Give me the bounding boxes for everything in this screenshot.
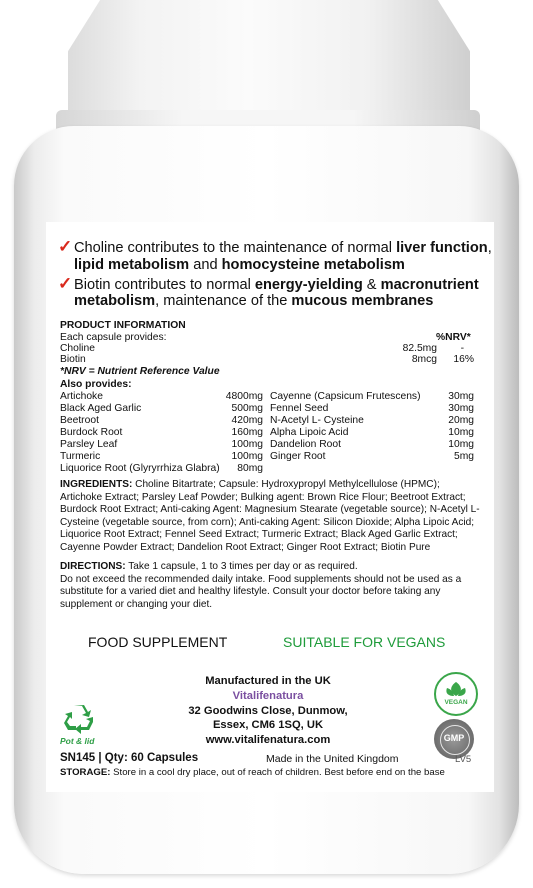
ingredients-block [60, 479, 480, 555]
ingredients-label: INGREDIENTS: [60, 479, 133, 490]
ingredient-name: Burdock Root [60, 427, 123, 438]
claim-line-3: ✓ Biotin contributes to normal energy-yielding & macronutrient [58, 274, 479, 293]
ingredient-amount: 4800mg [225, 391, 263, 402]
nutrient-name: Biotin [60, 354, 86, 365]
vegan-badge-text: VEGAN [444, 699, 468, 706]
claim-line-4: metabolism, maintenance of the mucous membranes [74, 293, 434, 309]
ingredient-amount: 10mg [448, 427, 474, 438]
claim-line-1: ✓ Choline contributes to the maintenance of normal liver function, [58, 237, 492, 256]
ingredient-amount: 30mg [448, 391, 474, 402]
storage-text: Store in a cool dry place, out of reach of children. Best before end on the base [110, 767, 445, 778]
nutrient-nrv: 16% [453, 354, 474, 365]
ingredient-name: Artichoke [60, 391, 103, 402]
brand-name: Vitalifenatura [232, 689, 304, 702]
directions-line: substitute for a varied diet and healthy lifestyle. Consult your doctor before taking any [60, 586, 441, 598]
gmp-seal-icon [434, 719, 474, 759]
check-icon: ✓ [58, 274, 73, 293]
address-line-2: Essex, CM6 1SQ, UK [212, 719, 324, 732]
ingredient-name: Parsley Leaf [60, 439, 118, 450]
vegan-leaf-icon [436, 674, 476, 714]
bottle-cap [68, 0, 470, 122]
ingredient-amount: 5mg [453, 451, 474, 462]
ingredient-amount: 100mg [231, 439, 263, 450]
address-line-1: 32 Goodwins Close, Dunmow, [188, 704, 348, 717]
directions-label: DIRECTIONS: [60, 561, 126, 572]
made-in-label: Made in the United Kingdom [266, 753, 399, 765]
ingredients-line: Artichoke Extract; Parsley Leaf Powder; Bulking agent: Brown Rice Flour; Beetroot Extract; [60, 491, 466, 503]
check-icon: ✓ [58, 237, 73, 256]
each-capsule-label: Each capsule provides: [60, 332, 167, 343]
directions-line: supplement or changing your diet. [60, 598, 213, 610]
ingredient-amount: 500mg [231, 403, 263, 414]
nutrient-name: Choline [60, 343, 95, 354]
ingredient-name: Fennel Seed [270, 403, 329, 414]
ingredients-line: Liquorice Root Extract; Fennel Seed Extract; Turmeric Extract; Black Aged Garlic Extract; [60, 529, 458, 541]
manufacturer-block [160, 674, 376, 748]
nrv-note: *NRV = Nutrient Reference Value [60, 366, 220, 377]
nutrient-amount: 8mcg [411, 354, 437, 365]
ingredients-line: Choline Bitartrate; Capsule: Hydroxypropyl Methylcellulose (HPMC); [132, 479, 440, 490]
gmp-badge-text: GMP [443, 733, 465, 743]
suitable-for-vegans-label: SUITABLE FOR VEGANS [283, 634, 446, 650]
recycle-caption: Pot & lid [60, 736, 95, 746]
ingredient-amount: 20mg [448, 415, 474, 426]
claim-line-2: lipid metabolism and homocysteine metabolism [74, 257, 405, 273]
product-info-heading: PRODUCT INFORMATION [60, 320, 186, 331]
ingredient-name: Alpha Lipoic Acid [270, 427, 349, 438]
storage-label: STORAGE: [60, 767, 111, 778]
ingredient-amount: 100mg [231, 451, 263, 462]
manufactured-in-line: Manufactured in the UK [205, 675, 331, 687]
lot-code: LV5 [455, 754, 472, 765]
nutrient-amount: 82.5mg [402, 343, 437, 354]
ingredient-name: N-Acetyl L- Cysteine [270, 415, 364, 426]
ingredient-name: Dandelion Root [270, 439, 341, 450]
recycle-icon [62, 704, 96, 736]
vegan-badge [434, 672, 478, 716]
directions-block [60, 561, 480, 611]
ingredient-name: Liquorice Root (Glyryrrhiza Glabra) [60, 463, 220, 474]
storage-line [60, 767, 445, 778]
ingredient-name: Black Aged Garlic [60, 403, 142, 414]
website: www.vitalifenatura.com [205, 734, 331, 747]
ingredients-line: Cysteine (vegetable source, from corn); Anti-caking Agent: Silicon Dioxide; Alpha Lipoic Acid; [60, 516, 475, 528]
ingredient-amount: 80mg [237, 463, 263, 474]
ingredients-line: Burdock Root Extract; Anti-caking Agent: Magnesium Stearate (vegetable source); N-Acetyl L- [60, 504, 480, 516]
directions-line: Do not exceed the recommended daily intake. Food supplements should not be used as a [60, 573, 462, 585]
ingredient-name: Turmeric [60, 451, 101, 462]
ingredient-amount: 30mg [448, 403, 474, 414]
ingredient-amount: 160mg [231, 427, 263, 438]
ingredient-amount: 10mg [448, 439, 474, 450]
also-provides-heading: Also provides: [60, 379, 132, 390]
ingredient-name: Beetroot [60, 415, 99, 426]
nutrient-nrv: - [460, 343, 464, 354]
food-supplement-label: FOOD SUPPLEMENT [88, 634, 228, 650]
ingredient-name: Cayenne (Capsicum Frutescens) [270, 391, 421, 402]
sku-quantity: SN145 | Qty: 60 Capsules [60, 752, 199, 764]
ingredient-name: Ginger Root [270, 451, 326, 462]
ingredients-line: Cayenne Powder Extract; Dandelion Root Extract; Ginger Root Extract; Biotin Pure [60, 541, 431, 553]
ingredient-amount: 420mg [231, 415, 263, 426]
directions-line: Take 1 capsule, 1 to 3 times per day or as required. [125, 561, 358, 572]
nrv-header: %NRV* [436, 332, 471, 343]
